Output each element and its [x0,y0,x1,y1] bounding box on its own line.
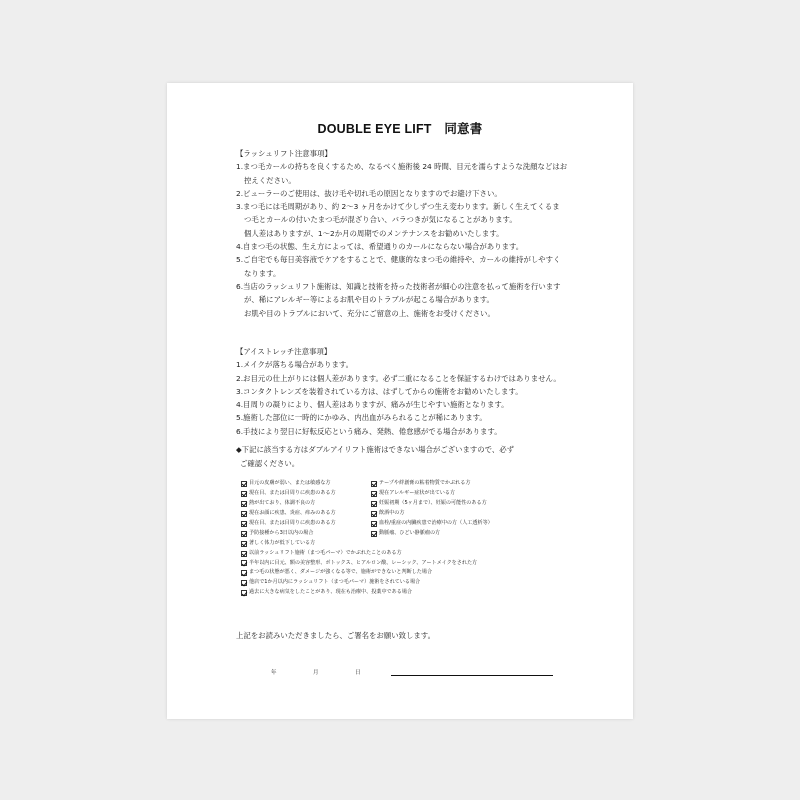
lash-lift-line: が、稀にアレルギー等によるお肌や目のトラブルが起こる場合があります。 [244,295,494,305]
checkbox-checked[interactable] [371,491,377,497]
checklist-item-label: 半年以内に目元、額の美容整形、ボトックス、ヒアルロン酸、レーシック、アートメイクをされた方 [249,559,478,566]
checkbox-checked[interactable] [241,570,247,576]
lash-lift-line: なります。 [244,268,281,278]
consent-form-page [167,83,633,719]
checklist-item-label: 以前ラッシュリフト施術（まつ毛パーマ）でかぶれたことのある方 [249,549,402,556]
eye-stretch-line: 5.施術した部位に一時的にかゆみ、内出血がみられることが稀にあります。 [236,413,487,423]
checklist-item [371,519,493,529]
checkbox-checked[interactable] [371,501,377,507]
checklist-right-column [371,479,493,539]
eye-stretch-line: 4.目周りの凝りにより、個人差はありますが、痛みが生じやすい施術となります。 [236,400,509,410]
lash-lift-line: 3.まつ毛には毛周期があり、約 2～3 ヶ月をかけて少しずつ生え変わります。新しく生えてくるま [236,202,560,212]
checkbox-checked[interactable] [241,541,247,547]
checkbox-checked[interactable] [241,521,247,527]
checklist-item-label: 目元の皮膚が弱い、または敏感な方 [249,480,331,486]
lash-lift-line: 5.ご自宅でも毎日美容液でケアをすることで、健康的なまつ毛の維持や、カールの維持がしやすく [236,255,561,265]
eye-stretch-line: 1.メイクが落ちる場合があります。 [236,360,354,370]
checklist-item-label: 熱が出ており、体調不良の方 [249,499,316,506]
lash-lift-line: お肌や目のトラブルにおいて、充分にご留意の上、施術をお受けください。 [244,308,495,318]
checklist-item-label: 血栓/重症の内臓疾患で治療中の方（人工透析等） [379,519,493,526]
checklist-item [371,499,493,509]
checklist-item [241,549,477,559]
eye-stretch-heading: 【アイストレッチ注意事項】 [236,347,332,356]
checklist-item-label: 現在アレルギー症状が出ている方 [379,489,456,496]
notice-line: ご確認ください。 [240,458,300,468]
signature-request: 上記をお読みいただきましたら、ご署名をお願い致します。 [236,631,435,640]
date-month-label: 月 [313,670,319,676]
checklist-item-label: 現在目、または目周りに疾患のある方 [249,489,336,496]
lash-lift-line: 6.当店のラッシュリフト施術は、知識と技術を持った技術者が細心の注意を払って施術を行います [236,281,561,291]
date-day-label: 日 [355,670,361,676]
checkbox-checked[interactable] [241,491,247,497]
checklist-item-label: まつ毛の状態が悪く、ダメージが強くなる等で、施術ができないと判断した場合 [249,569,433,576]
checklist-item [371,489,493,499]
document-title: DOUBLE EYE LIFT 同意書 [317,122,483,136]
eye-stretch-notes-section [236,345,607,438]
checklist-item [241,559,477,569]
checkbox-checked[interactable] [241,590,247,596]
eye-stretch-line: 3.コンタクトレンズを装着されている方は、はずしてからの施術をお勧めいたします。 [236,386,523,396]
notice-line: ◆下記に該当する方はダブルアイリフト施術はできない場合がございますので、必ず [236,445,515,454]
eye-stretch-line: 6.手技により翌日に好転反応という痛み、発熱、倦怠感がでる場合があります。 [236,426,502,436]
lash-lift-notes-section [236,147,607,320]
checklist-item [371,479,493,489]
checkbox-checked[interactable] [241,531,247,537]
checklist-item [241,578,477,588]
checkbox-checked[interactable] [371,531,377,537]
lash-lift-line: 控えください。 [244,175,296,185]
checklist-item-label: 現在お顔に疾患、炎症、痒みのある方 [249,509,336,516]
checkbox-checked[interactable] [371,521,377,527]
date-year-label: 年 [271,670,277,676]
checklist-item-label: 予防接種から3日以内の場合 [249,529,314,536]
checkbox-checked[interactable] [371,481,377,487]
checkbox-checked[interactable] [241,501,247,507]
lash-lift-heading: 【ラッシュリフト注意事項】 [236,149,332,158]
checklist-item [241,568,477,578]
checkbox-checked[interactable] [241,481,247,487]
checklist-item [371,509,493,519]
checkbox-checked[interactable] [241,511,247,517]
eye-stretch-line: 2.お目元の仕上がりには個人差があります。必ず二重になることを保証するわけではありません。 [236,373,561,383]
lash-lift-line: 4.自まつ毛の状態、生え方によっては、希望通りのカールにならない場合があります。 [236,242,524,252]
checklist-item [371,529,493,539]
checkbox-checked[interactable] [241,560,247,566]
lash-lift-line: 2.ビューラーのご使用は、抜け毛や切れ毛の原因となりますのでお避け下さい。 [236,188,502,198]
checklist-item-label: 動脈瘤、ひどい静脈瘤の方 [379,529,441,536]
checklist-item [241,539,477,549]
checkbox-checked[interactable] [241,580,247,586]
checkbox-checked[interactable] [241,551,247,557]
checklist-item-label: 過去に大きな病気をしたことがあり、現在も治療中、投薬中である場合 [249,589,413,596]
lash-lift-line: つ毛とカールの付いたまつ毛が混ざり合い、バラつきが気になることがあります。 [244,215,517,225]
checklist-item [241,588,477,598]
checklist-item-label: テープや絆創膏の粘着物質でかぶれる方 [379,480,471,486]
checklist-item-label: 飲酒中の方 [379,509,405,516]
lash-lift-line: 1.まつ毛カールの持ちを良くするため、なるべく施術後 24 時間、目元を濡らすような洗顔などはお [236,162,568,172]
checklist-item-label: 他店で1か月以内にラッシュリフト（まつ毛パーマ）施術をされている場合 [249,579,421,586]
checklist-item-label: 現在目、または目周りに疾患のある方 [249,519,336,526]
signature-line[interactable] [391,675,553,676]
checkbox-checked[interactable] [371,511,377,517]
checklist-item-label: 著しく体力が低下している方 [249,539,316,546]
checklist-item-label: 妊娠初期（5ヶ月まで）、妊娠の可能性のある方 [379,499,487,506]
contraindication-notice [236,443,514,470]
lash-lift-line: 個人差はありますが、1～2か月の周期でのメンテナンスをお勧めいたします。 [244,228,504,238]
